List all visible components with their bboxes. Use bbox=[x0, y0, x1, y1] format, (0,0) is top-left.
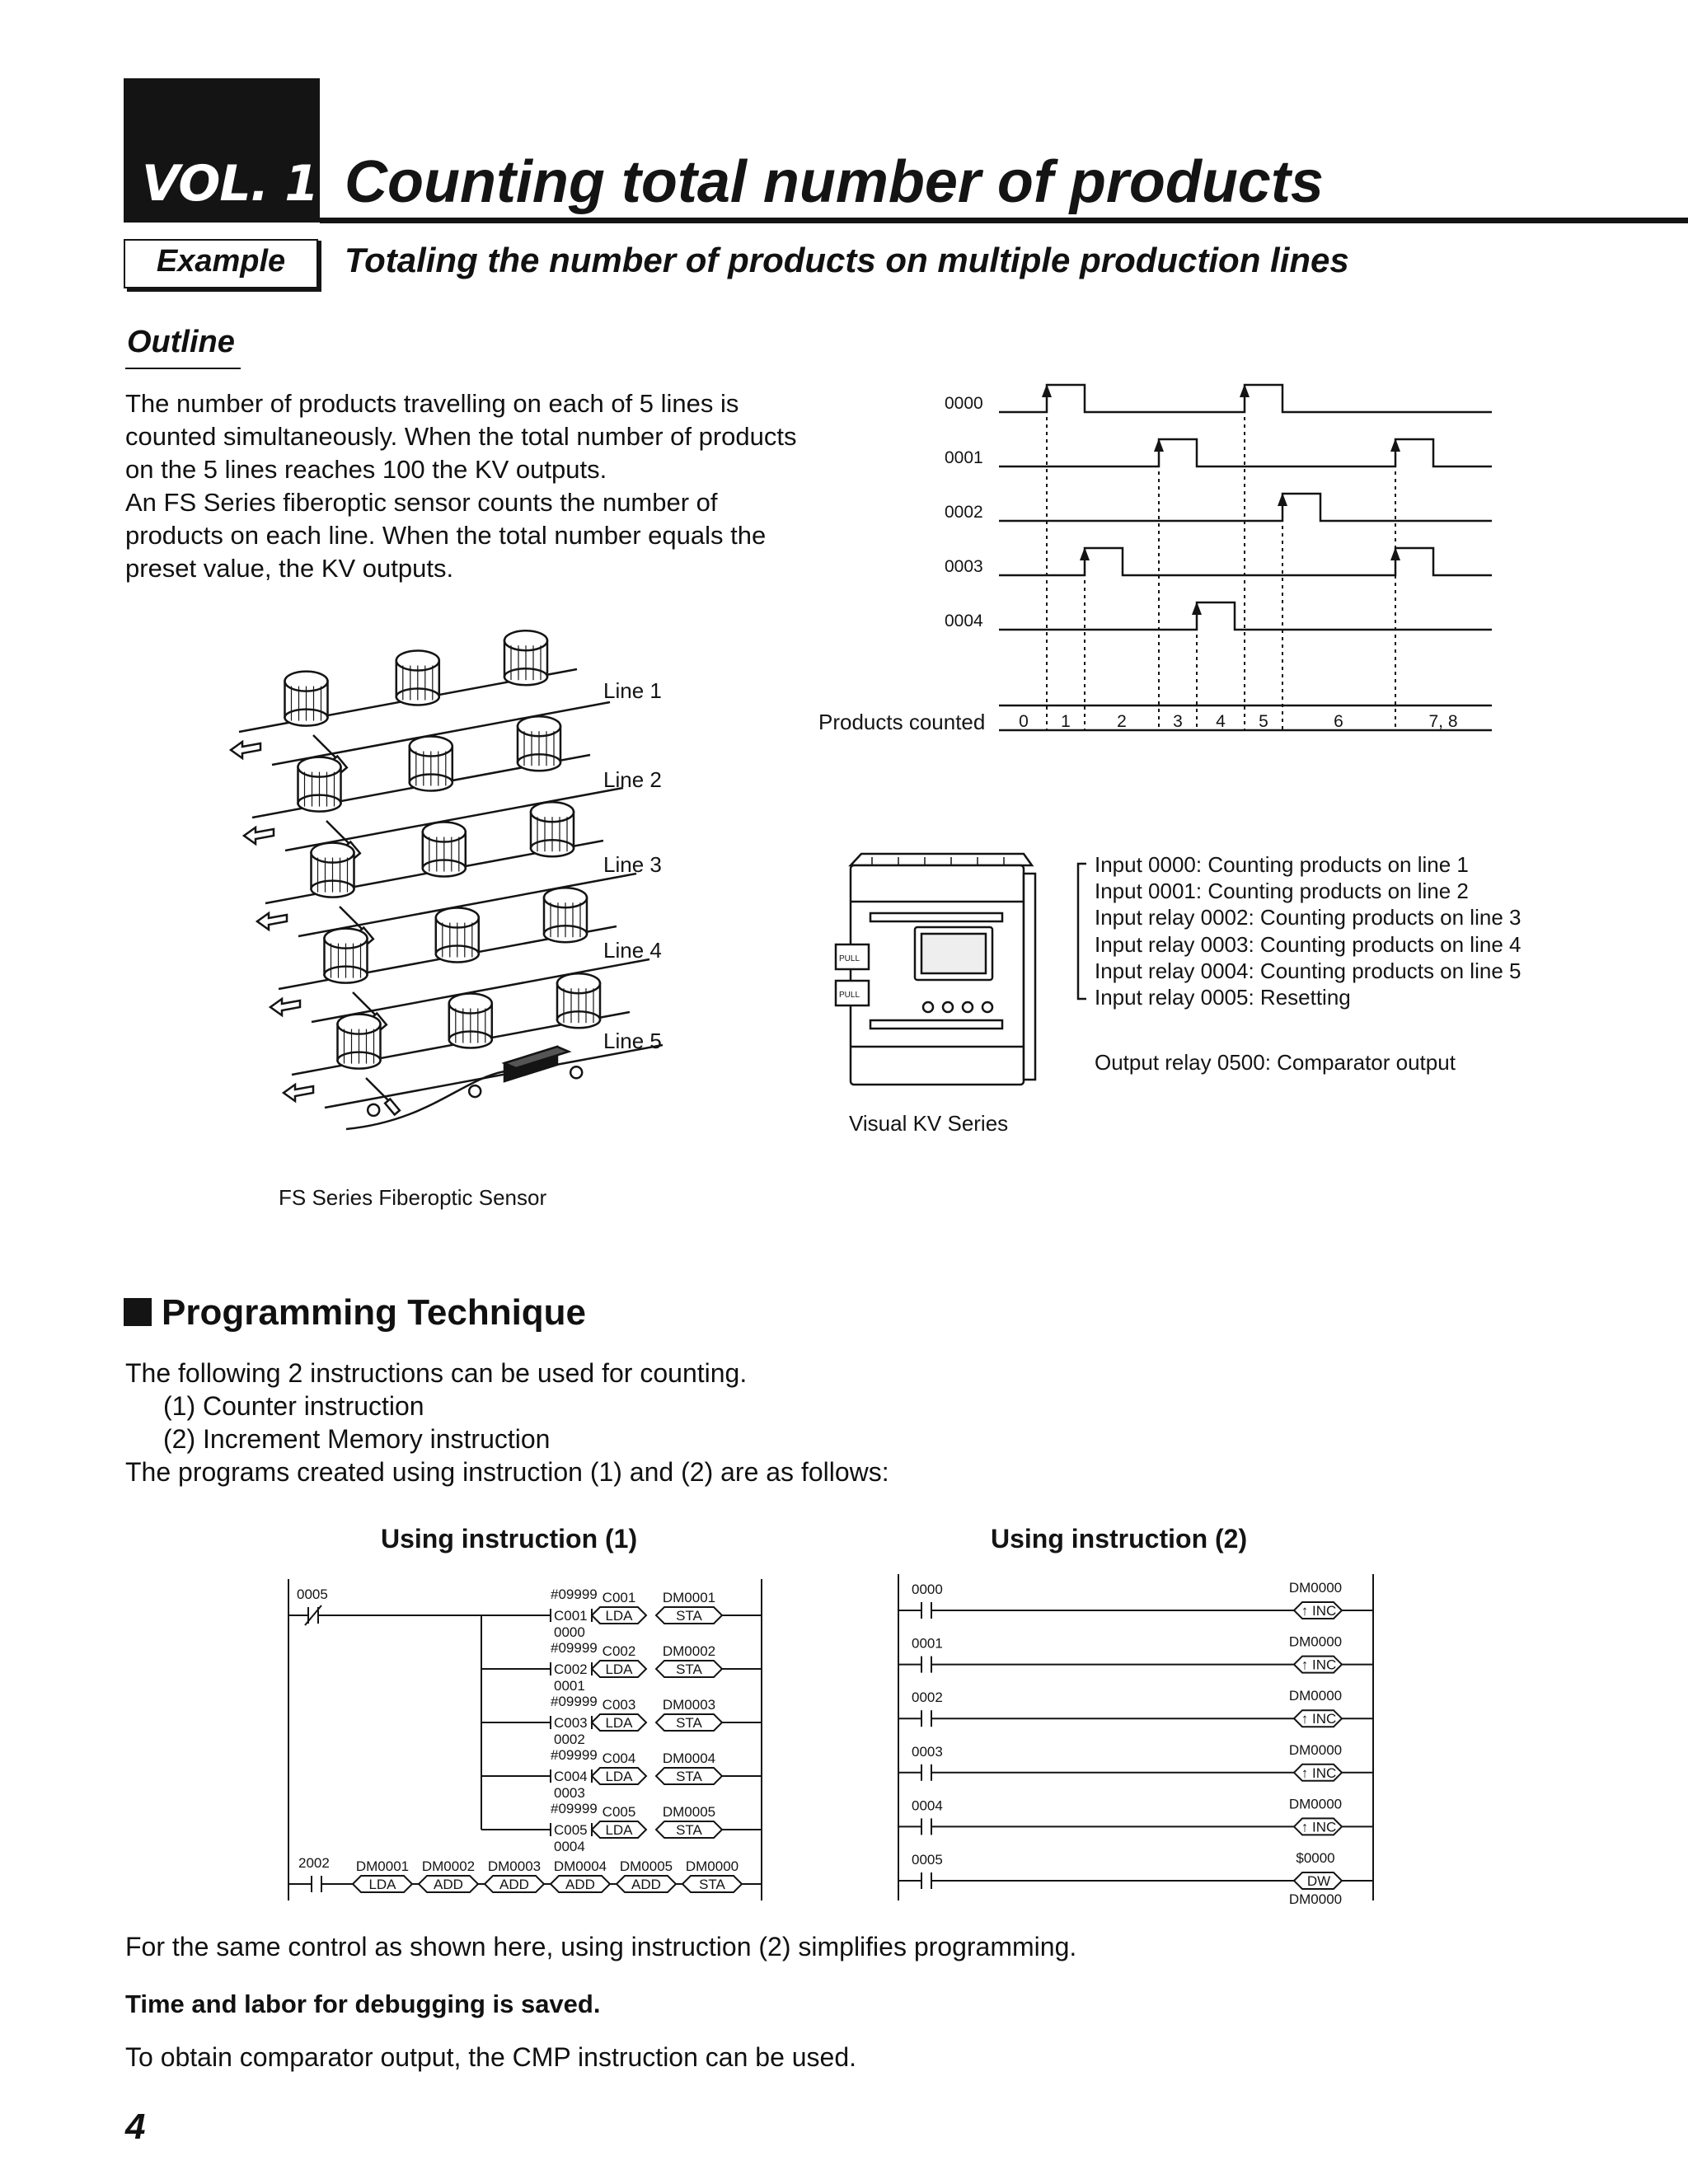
count-value: 1 bbox=[1061, 712, 1071, 731]
count-value: 4 bbox=[1216, 712, 1226, 731]
operand-label: DM0000 bbox=[1288, 1796, 1343, 1812]
io-item: Input relay 0003: Counting products on line 4 bbox=[1095, 932, 1522, 957]
rise-arrow bbox=[1080, 547, 1090, 560]
operand-label: DM0001 bbox=[662, 1590, 716, 1605]
outline-line: counted simultaneously. When the total number of products bbox=[125, 422, 797, 451]
instruction-label: ADD bbox=[565, 1877, 595, 1892]
signal-label: 0001 bbox=[945, 448, 983, 467]
count-value: 2 bbox=[1117, 712, 1127, 731]
programming-text bbox=[125, 1357, 889, 1488]
direction-arrow-icon bbox=[284, 1085, 313, 1101]
programming-heading bbox=[124, 1292, 586, 1333]
instruction-label: STA bbox=[676, 1769, 702, 1784]
signal-label: 0003 bbox=[945, 557, 983, 576]
counter-label: C003 bbox=[554, 1715, 588, 1731]
operand-label: C001 bbox=[602, 1590, 636, 1605]
using-instruction-2: Using instruction (2) bbox=[991, 1524, 1248, 1554]
example-label: Example bbox=[156, 244, 286, 279]
instruction-label: ↑ INC bbox=[1301, 1819, 1337, 1835]
operand-label: C004 bbox=[602, 1750, 636, 1766]
io-item: Input 0000: Counting products on line 1 bbox=[1095, 852, 1469, 877]
outline-line: An FS Series fiberoptic sensor counts the number of bbox=[125, 488, 718, 517]
instruction-label: LDA bbox=[605, 1661, 633, 1677]
contact-label: 0005 bbox=[297, 1586, 328, 1602]
roller-icon bbox=[368, 1104, 379, 1116]
outline-line: The number of products travelling on each of 5 lines is bbox=[125, 389, 739, 418]
counter-input-label: 0003 bbox=[554, 1785, 585, 1801]
io-item: Input relay 0004: Counting products on line 5 bbox=[1095, 958, 1522, 983]
kv-pull-label: PULL bbox=[839, 991, 860, 1000]
operand-label: DM0000 bbox=[1288, 1633, 1343, 1650]
conveyor-illustration bbox=[231, 630, 663, 1116]
operand-label: DM0000 bbox=[685, 1858, 739, 1874]
programming-line: The following 2 instructions can be used for counting. bbox=[125, 1358, 748, 1388]
instruction-label: LDA bbox=[368, 1877, 396, 1892]
instruction-label: ↑ INC bbox=[1301, 1765, 1337, 1781]
operand-label: C005 bbox=[602, 1804, 636, 1820]
signal-label: 0004 bbox=[945, 612, 983, 630]
line-label: Line 2 bbox=[603, 767, 662, 792]
operand-label: DM0002 bbox=[421, 1858, 476, 1874]
instruction-label: STA bbox=[676, 1608, 702, 1624]
direction-arrow-icon bbox=[257, 913, 287, 930]
kv-pull-label: PULL bbox=[839, 954, 860, 963]
rise-arrow bbox=[1390, 438, 1400, 452]
counter-label: C005 bbox=[554, 1822, 588, 1838]
outline-line: on the 5 lines reaches 100 the KV outputs. bbox=[125, 455, 607, 484]
instruction-label: ↑ INC bbox=[1301, 1603, 1337, 1619]
instruction-label: STA bbox=[699, 1877, 725, 1892]
ladder-diagram-2 bbox=[898, 1574, 1373, 1907]
instruction-label: STA bbox=[676, 1715, 702, 1731]
contact-label: 0002 bbox=[912, 1690, 943, 1706]
timing-chart bbox=[999, 384, 1492, 730]
operand-label: DM0000 bbox=[1288, 1891, 1343, 1907]
io-item: Input relay 0005: Resetting bbox=[1095, 985, 1351, 1010]
instruction-label: ADD bbox=[434, 1877, 463, 1892]
operand-label: DM0004 bbox=[553, 1858, 607, 1874]
instruction-label: LDA bbox=[605, 1769, 633, 1784]
contact-label: 0003 bbox=[912, 1743, 943, 1760]
line-label: Line 3 bbox=[603, 852, 662, 877]
operand-label: DM0002 bbox=[662, 1643, 716, 1659]
kv-caption: Visual KV Series bbox=[849, 1111, 1009, 1136]
io-item: Input relay 0002: Counting products on line 3 bbox=[1095, 905, 1522, 930]
io-bracket bbox=[1078, 864, 1086, 999]
line-label: Line 4 bbox=[603, 938, 662, 963]
sensor-caption: FS Series Fiberoptic Sensor bbox=[279, 1185, 547, 1210]
counter-input-label: 0001 bbox=[554, 1678, 585, 1694]
direction-arrow-icon bbox=[244, 827, 274, 844]
rise-arrow bbox=[1240, 384, 1250, 397]
kv-device bbox=[836, 854, 1035, 1085]
operand-label: DM0003 bbox=[487, 1858, 542, 1874]
io-list bbox=[1095, 852, 1521, 1075]
operand-label: DM0001 bbox=[355, 1858, 410, 1874]
instruction-label: STA bbox=[676, 1661, 702, 1677]
operand-label: DM0003 bbox=[662, 1697, 716, 1713]
operand-label: DM0005 bbox=[662, 1804, 716, 1820]
preset-label: #09999 bbox=[551, 1747, 598, 1763]
counter-label: C002 bbox=[554, 1661, 588, 1677]
footer-line-1: For the same control as shown here, using instruction (2) simplifies programming. bbox=[125, 1932, 1077, 1961]
rise-arrow bbox=[1192, 602, 1202, 615]
direction-arrow-icon bbox=[270, 999, 300, 1015]
count-value: 6 bbox=[1334, 712, 1343, 731]
count-value: 5 bbox=[1259, 712, 1268, 731]
page-subtitle: Totaling the number of products on multiple production lines bbox=[345, 241, 1349, 279]
line-label: Line 1 bbox=[603, 678, 662, 703]
contact-label: 0000 bbox=[912, 1582, 943, 1597]
instruction-label: LDA bbox=[605, 1608, 633, 1624]
operand-label: DM0005 bbox=[619, 1858, 673, 1874]
counter-input-label: 0000 bbox=[554, 1624, 585, 1640]
rise-arrow bbox=[1390, 547, 1400, 560]
footer-line-3: To obtain comparator output, the CMP instruction can be used. bbox=[125, 2042, 857, 2072]
instruction-label: ↑ INC bbox=[1301, 1711, 1337, 1727]
rise-arrow bbox=[1042, 384, 1052, 397]
preset-label: #09999 bbox=[551, 1801, 598, 1816]
count-value: 0 bbox=[1019, 712, 1029, 731]
contact-label: 0005 bbox=[912, 1852, 943, 1868]
contact-label: 0004 bbox=[912, 1797, 943, 1814]
products-counted-label: Products counted bbox=[818, 710, 986, 734]
programming-heading-text: Programming Technique bbox=[162, 1292, 587, 1333]
rise-arrow bbox=[1154, 438, 1164, 452]
contact-label: 0001 bbox=[912, 1635, 943, 1652]
programming-line: The programs created using instruction (1) and (2) are as follows: bbox=[125, 1457, 889, 1487]
outline-heading: Outline bbox=[127, 325, 235, 359]
counter-label: C004 bbox=[554, 1769, 588, 1784]
roller-icon bbox=[570, 1066, 582, 1078]
roller-icon bbox=[469, 1085, 481, 1097]
instruction-label: ADD bbox=[499, 1877, 529, 1892]
line-label: Line 5 bbox=[603, 1029, 662, 1053]
io-output: Output relay 0500: Comparator output bbox=[1095, 1050, 1456, 1075]
instruction-label: STA bbox=[676, 1822, 702, 1838]
signal-label: 0000 bbox=[945, 394, 983, 413]
operand-label: DM0000 bbox=[1288, 1741, 1343, 1758]
outline-line: preset value, the KV outputs. bbox=[125, 554, 454, 583]
preset-label: #09999 bbox=[551, 1694, 598, 1709]
operand-label: C003 bbox=[602, 1697, 636, 1713]
contact-label: 2002 bbox=[298, 1855, 330, 1871]
operand-label: C002 bbox=[602, 1643, 636, 1659]
page-title: Counting total number of products bbox=[345, 149, 1324, 215]
instruction-label: ↑ INC bbox=[1301, 1657, 1337, 1673]
using-instruction-1: Using instruction (1) bbox=[381, 1524, 638, 1554]
timing-labels bbox=[945, 394, 983, 630]
instruction-label: LDA bbox=[605, 1822, 633, 1838]
count-value: 3 bbox=[1173, 712, 1183, 731]
programming-line: (2) Increment Memory instruction bbox=[163, 1424, 551, 1454]
io-item: Input 0001: Counting products on line 2 bbox=[1095, 879, 1469, 903]
preset-label: #09999 bbox=[551, 1640, 598, 1656]
instruction-label: DW bbox=[1306, 1873, 1331, 1889]
operand-label: $0000 bbox=[1296, 1850, 1335, 1866]
rise-arrow bbox=[1278, 493, 1287, 506]
counter-label: C001 bbox=[554, 1608, 588, 1624]
fiber-head-icon bbox=[385, 1099, 400, 1115]
programming-line: (1) Counter instruction bbox=[163, 1391, 424, 1421]
preset-label: #09999 bbox=[551, 1586, 598, 1602]
page-number: 4 bbox=[125, 2107, 146, 2147]
count-value: 7, 8 bbox=[1428, 712, 1458, 731]
footer-line-2: Time and labor for debugging is saved. bbox=[125, 1990, 601, 2018]
square-bullet-icon bbox=[124, 1298, 152, 1326]
instruction-label: ADD bbox=[631, 1877, 661, 1892]
operand-label: DM0000 bbox=[1288, 1688, 1343, 1704]
counter-input-label: 0004 bbox=[554, 1839, 585, 1854]
ladder-diagram-1 bbox=[288, 1579, 762, 1900]
operand-label: DM0004 bbox=[662, 1750, 716, 1766]
operand-label: DM0000 bbox=[1288, 1580, 1343, 1596]
signal-label: 0002 bbox=[945, 503, 983, 522]
line-labels bbox=[603, 678, 662, 1053]
outline-line: products on each line. When the total number equals the bbox=[125, 521, 767, 550]
counter-input-label: 0002 bbox=[554, 1732, 585, 1747]
direction-arrow-icon bbox=[231, 742, 260, 758]
vol-label: VOL. 1 bbox=[142, 155, 319, 213]
instruction-label: LDA bbox=[605, 1715, 633, 1731]
